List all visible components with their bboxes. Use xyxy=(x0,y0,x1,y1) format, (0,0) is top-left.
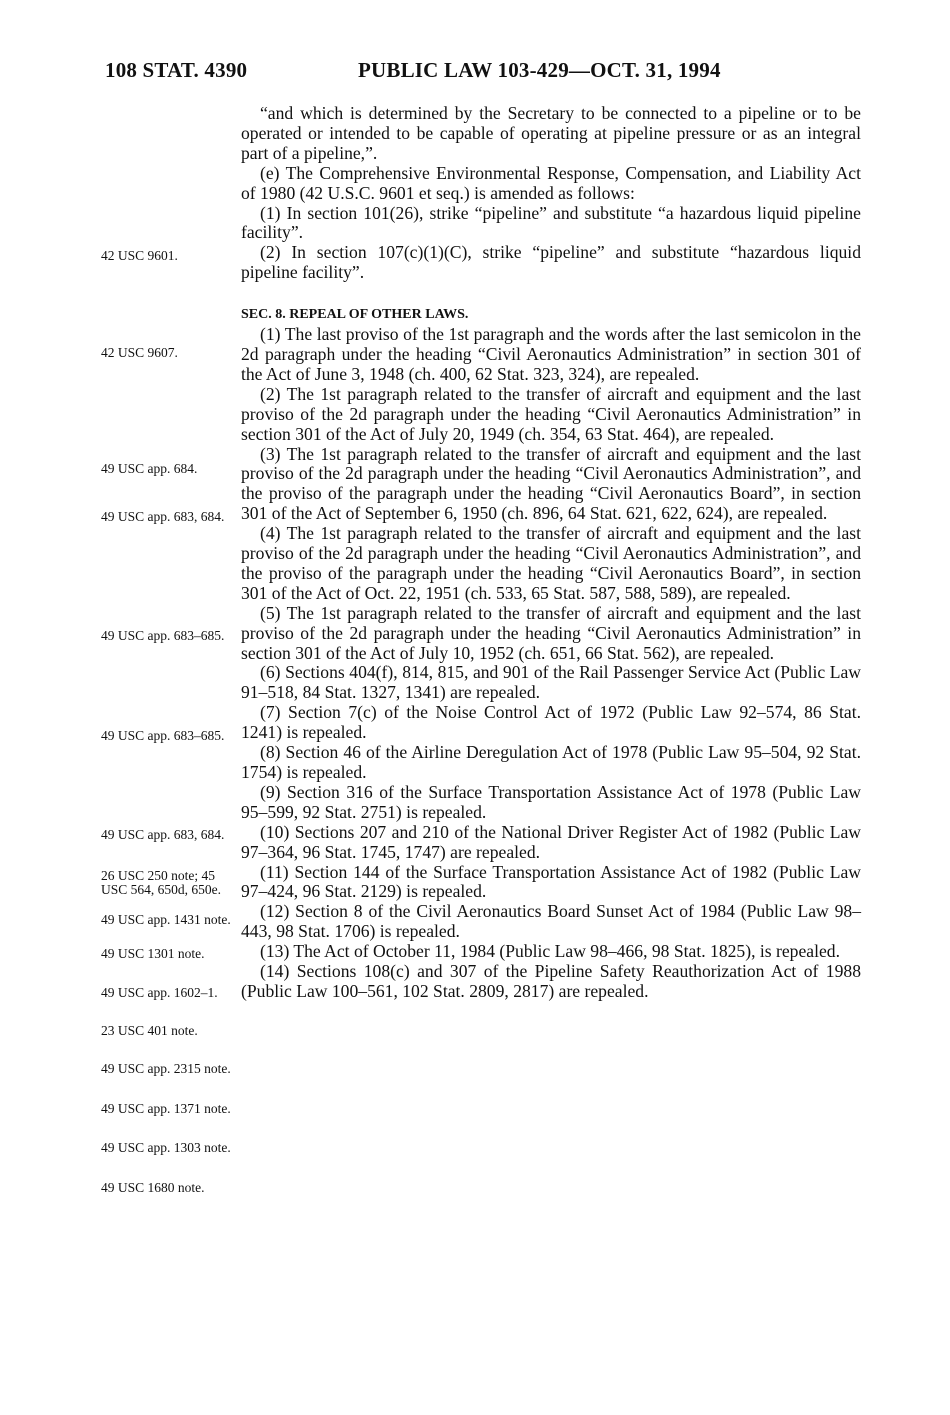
running-header: PUBLIC LAW 103-429—OCT. 31, 1994 xyxy=(358,58,721,82)
repeal-item: (12) Section 8 of the Civil Aeronautics Board Sunset Act of 1984 (Public Law 98–443, 98 Stat. 1706) is repealed. xyxy=(241,901,861,942)
paragraph-e-2: (2) In section 107(c)(1)(C), strike “pipeline” and substitute “hazardous liquid pipeline facility”. xyxy=(241,242,861,283)
section-heading: SEC. 8. REPEAL OF OTHER LAWS. xyxy=(241,307,469,323)
margin-note: 49 USC app. 683–685. xyxy=(101,728,225,743)
repeal-item: (14) Sections 108(c) and 307 of the Pipeline Safety Reauthorization Act of 1988 (Public Law 100–561, 102 Stat. 2809, 2817) are repealed. xyxy=(241,961,861,1001)
repeal-item: (3) The 1st paragraph related to the transfer of aircraft and equipment and the last proviso of the 2d paragraph under the heading “Civil Aeronautics Administration”, and the proviso of the paragraph under the heading “Civil Aeronautics Board”, in section 301 of the Act of September 6, 1950 (ch. 896, 64 Stat. 621, 622, 624), are repealed. xyxy=(241,443,861,524)
margin-note: 49 USC app. 1602–1. xyxy=(101,985,218,1000)
margin-note: 26 USC 250 note; 45 USC 564, 650d, 650e. xyxy=(101,868,222,897)
repeal-item: (2) The 1st paragraph related to the transfer of aircraft and equipment and the last proviso of the 2d paragraph under the heading “Civil Aeronautics Administration” in section 301 of the Act of July 20, 1949 (ch. 354, 63 Stat. 464), are repealed. xyxy=(241,383,861,444)
margin-note: 49 USC app. 683–685. xyxy=(101,628,225,643)
paragraph-e-1: (1) In section 101(26), strike “pipeline” and substitute “a hazardous liquid pipeline facility”. xyxy=(241,202,861,243)
quoted-text-paragraph: “and which is determined by the Secretary to be connected to a pipeline or to be operated or intended to be capable of operating at pipeline pressure or as an integral part of a pipeline,”. xyxy=(241,103,861,163)
main-text-column xyxy=(241,104,861,1002)
repeal-item: (7) Section 7(c) of the Noise Control Act of 1972 (Public Law 92–574, 86 Stat. 1241) is repealed. xyxy=(241,702,861,743)
repeal-item: (11) Section 144 of the Surface Transportation Assistance Act of 1982 (Public Law 97–424, 96 Stat. 2129) is repealed. xyxy=(241,861,861,902)
margin-note: 49 USC app. 1371 note. xyxy=(101,1101,231,1116)
margin-note: 49 USC app. 683, 684. xyxy=(101,827,225,842)
stat-page-reference: 108 STAT. 4390 xyxy=(105,58,248,82)
repeal-item: (6) Sections 404(f), 814, 815, and 901 of the Rail Passenger Service Act (Public Law 91–518, 84 Stat. 1327, 1341) are repealed. xyxy=(241,662,861,703)
margin-note: 42 USC 9607. xyxy=(101,345,178,360)
margin-note: 49 USC app. 1431 note. xyxy=(101,912,231,927)
repeal-item: (8) Section 46 of the Airline Deregulation Act of 1978 (Public Law 95–504, 92 Stat. 1754) is repealed. xyxy=(241,742,861,782)
repeal-item: (5) The 1st paragraph related to the transfer of aircraft and equipment and the last proviso of the 2d paragraph under the heading “Civil Aeronautics Administration” in section 301 of the Act of July 10, 1952 (ch. 651, 66 Stat. 562), are repealed. xyxy=(241,602,861,663)
margin-note: 23 USC 401 note. xyxy=(101,1023,198,1038)
repeal-item: (1) The last proviso of the 1st paragraph and the words after the last semicolon in the 2d paragraph under the heading “Civil Aeronautics Administration” in section 301 of the Act of June 3, 1948 (ch. 400, 62 Stat. 323, 324), are repealed. xyxy=(241,324,861,384)
margin-note: 49 USC 1301 note. xyxy=(101,946,205,961)
margin-note: 49 USC app. 684. xyxy=(101,461,198,476)
paragraph-e: (e) The Comprehensive Environmental Response, Compensation, and Liability Act of 1980 (42 U.S.C. 9601 et seq.) is amended as follows: xyxy=(241,162,861,203)
margin-note: 42 USC 9601. xyxy=(101,248,178,263)
repeal-item: (4) The 1st paragraph related to the transfer of aircraft and equipment and the last proviso of the 2d paragraph under the heading “Civil Aeronautics Administration”, and the proviso of the paragraph under the heading “Civil Aeronautics Board”, in section 301 of the Act of Oct. 22, 1951 (ch. 533, 65 Stat. 587, 588, 589), are repealed. xyxy=(241,523,861,603)
margin-note: 49 USC app. 2315 note. xyxy=(101,1061,231,1076)
repeal-item: (9) Section 316 of the Surface Transportation Assistance Act of 1978 (Public Law 95–599, 92 Stat. 2751) is repealed. xyxy=(241,781,861,822)
margin-note: 49 USC app. 683, 684. xyxy=(101,509,225,524)
margin-note: 49 USC app. 1303 note. xyxy=(101,1140,231,1155)
margin-note: 49 USC 1680 note. xyxy=(101,1180,205,1195)
repeal-item: (13) The Act of October 11, 1984 (Public Law 98–466, 98 Stat. 1825), is repealed. xyxy=(260,941,840,962)
repeal-item: (10) Sections 207 and 210 of the National Driver Register Act of 1982 (Public Law 97–364, 96 Stat. 1745, 1747) are repealed. xyxy=(241,821,861,862)
